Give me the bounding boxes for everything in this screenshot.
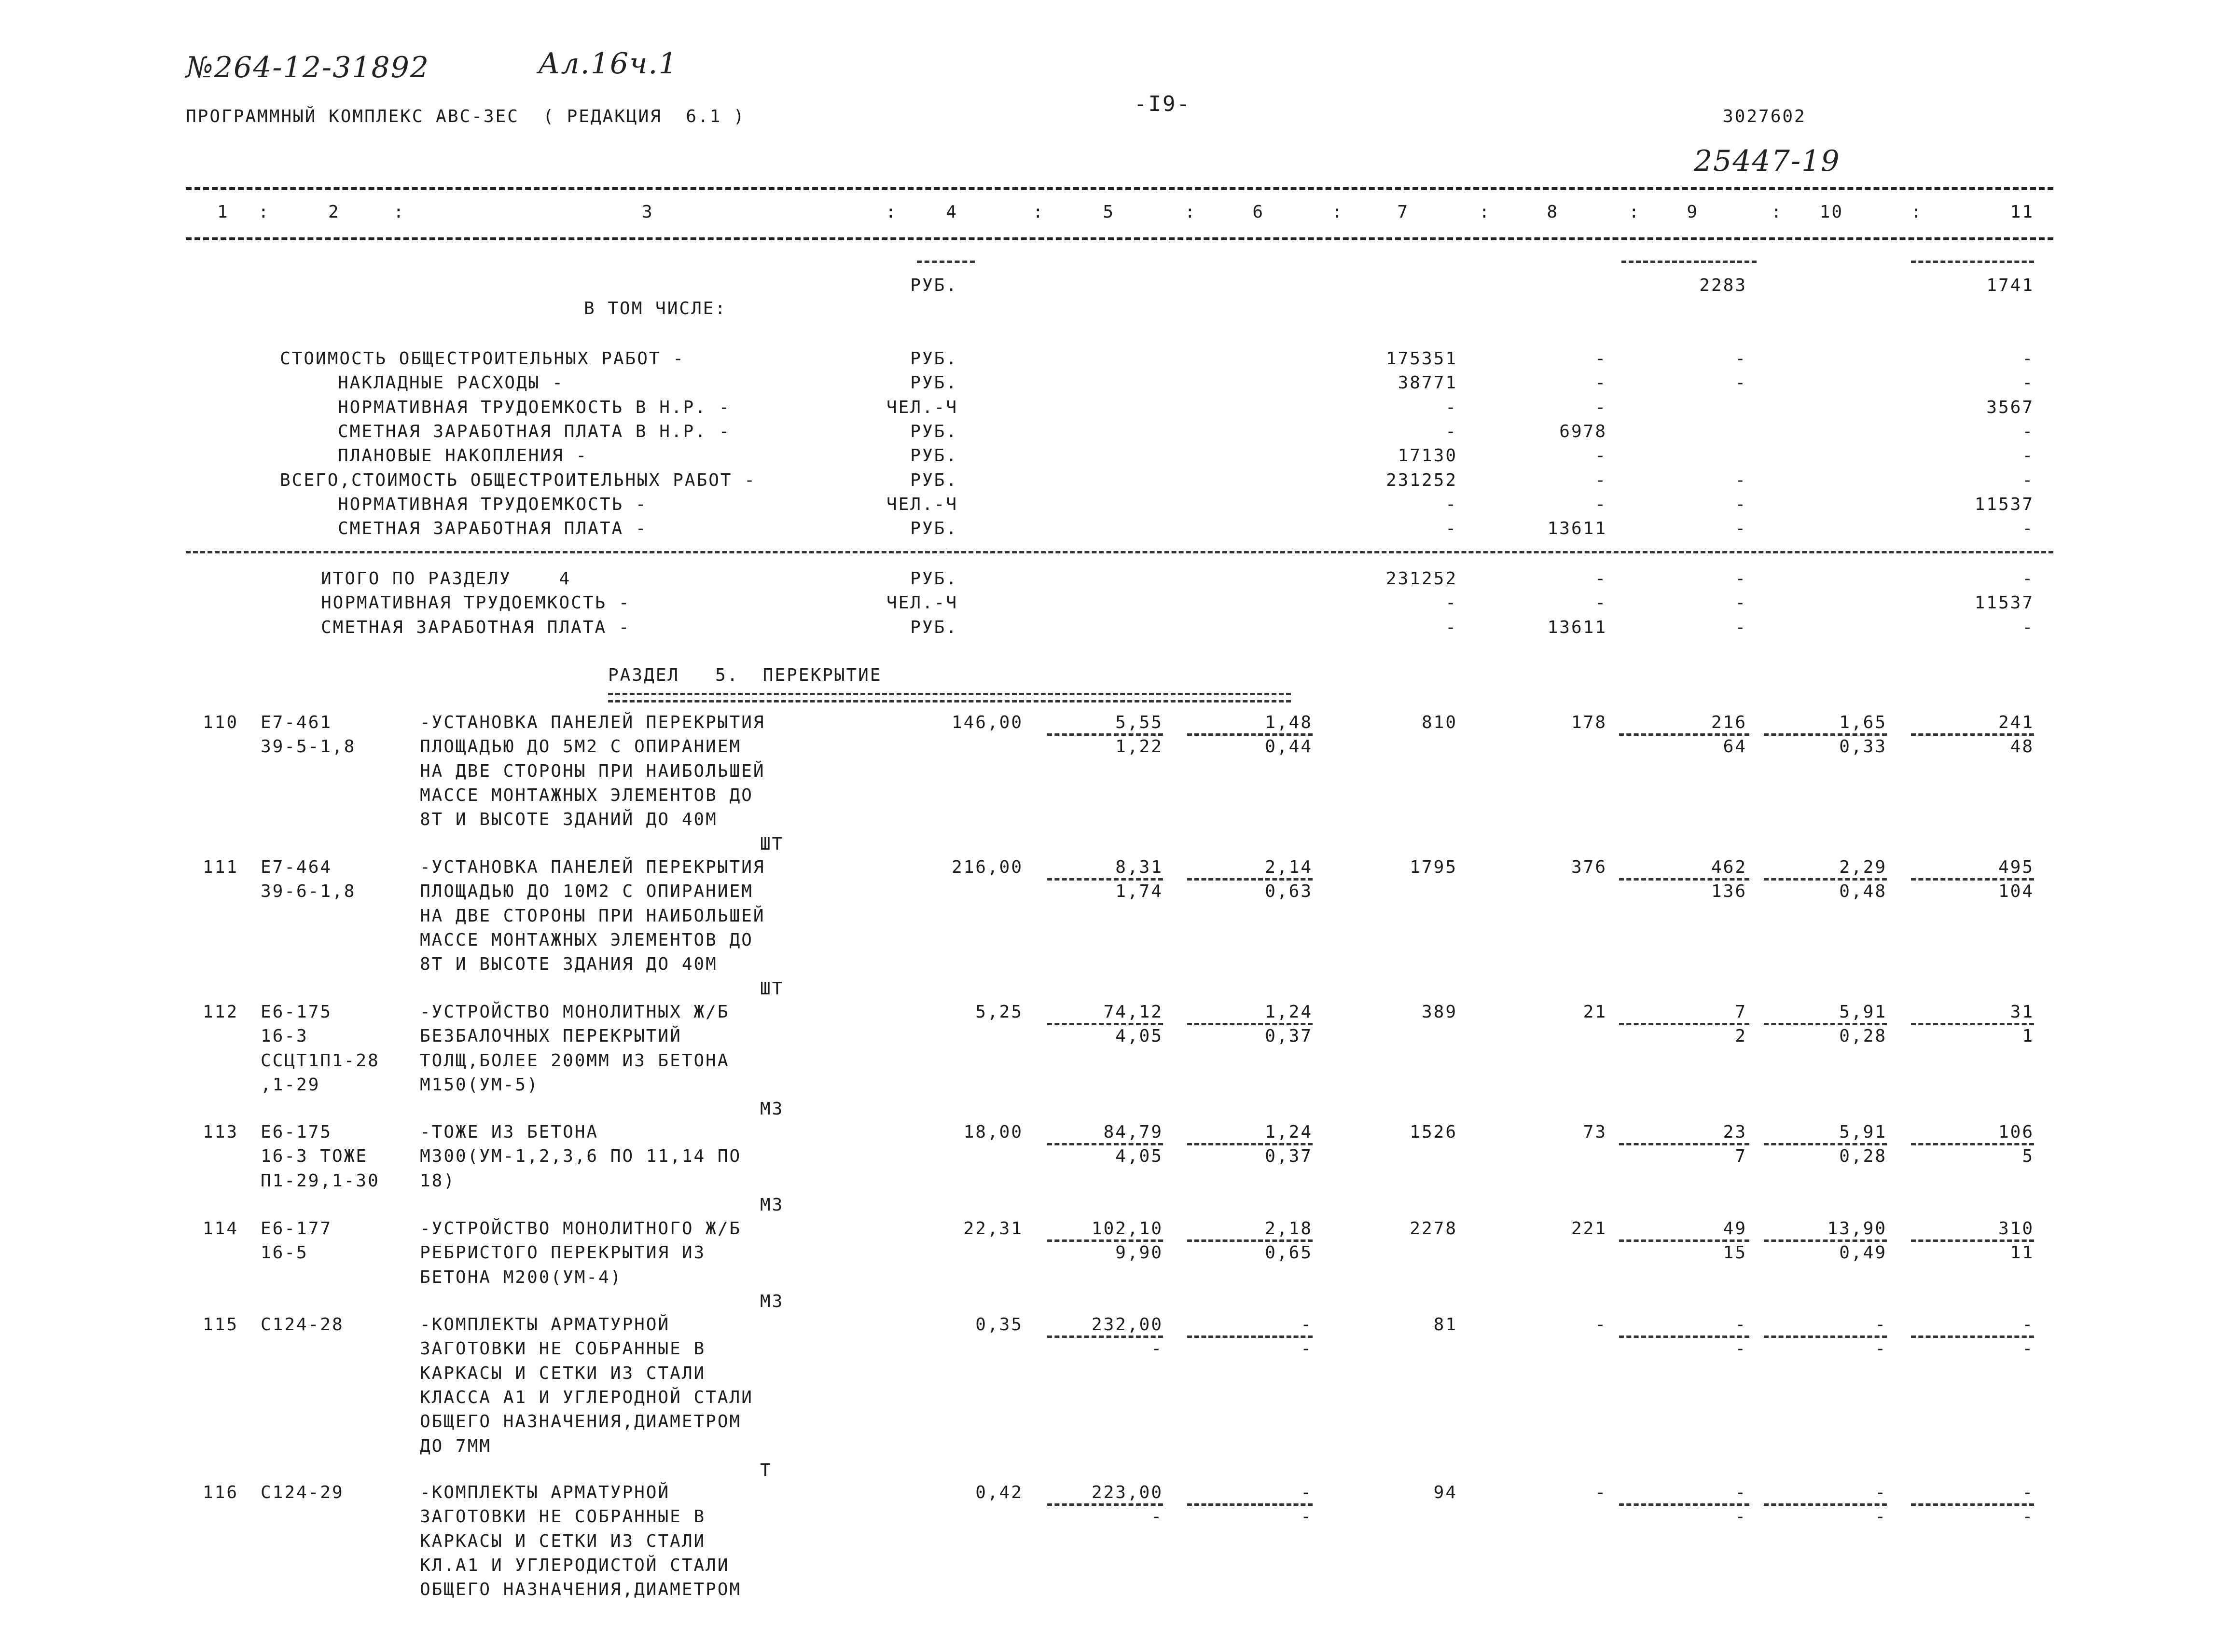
item-col9-labor: 7 <box>1735 1146 1747 1167</box>
item-unit: М3 <box>760 1291 784 1311</box>
header-rule-bottom <box>186 237 2053 240</box>
summary-unit: РУБ. <box>910 349 958 369</box>
summary-unit: РУБ. <box>910 519 958 539</box>
summary-col11: - <box>2022 446 2034 466</box>
summary-label: НОРМАТИВНАЯ ТРУДОЕМКОСТЬ В Н.Р. - <box>338 397 731 417</box>
item-col5: 74,12 <box>1103 1002 1163 1022</box>
item-subtotal-rule <box>1911 1239 2034 1242</box>
item-col11: 241 <box>1998 713 2034 732</box>
section-total-col9: - <box>1735 593 1747 613</box>
item-unit: М3 <box>760 1099 784 1119</box>
item-col9-labor: 64 <box>1723 737 1747 757</box>
item-col5-labor: 9,90 <box>1115 1243 1163 1263</box>
item-col10: 2,29 <box>1839 857 1887 877</box>
summary-unit: РУБ. <box>910 470 958 490</box>
item-col6: 1,24 <box>1265 1122 1313 1142</box>
item-number: 110 <box>203 713 239 732</box>
item-description: ПЛОЩАДЬЮ ДО 10М2 С ОПИРАНИЕМ <box>420 881 753 902</box>
item-col10: 1,65 <box>1839 713 1887 732</box>
item-description: РЕБРИСТОГО ПЕРЕКРЫТИЯ ИЗ <box>420 1243 706 1263</box>
handwritten-album-ref: Ал.16ч.1 <box>538 47 678 81</box>
summary-col11: - <box>2022 421 2034 441</box>
section-total-col9: - <box>1735 569 1747 589</box>
item-col10-labor: 0,28 <box>1839 1146 1887 1167</box>
item-description: 8Т И ВЫСОТЕ ЗДАНИЙ ДО 40М <box>420 810 718 830</box>
column-separator: : <box>1771 202 1783 222</box>
section-total-col11: - <box>2022 617 2034 637</box>
summary-label: ВСЕГО,СТОИМОСТЬ ОБЩЕСТРОИТЕЛЬНЫХ РАБОТ - <box>280 470 756 490</box>
item-col10-labor: 0,48 <box>1839 881 1887 902</box>
item-rate-code: П1-29,1-30 <box>261 1170 380 1191</box>
item-number: 111 <box>203 857 239 877</box>
item-subtotal-rule <box>1764 1335 1887 1338</box>
summary-col9: - <box>1735 373 1747 393</box>
item-description: М300(УМ-1,2,3,6 ПО 11,14 ПО <box>420 1146 742 1167</box>
item-quantity: 0,42 <box>975 1483 1023 1502</box>
column-header-3: 3 <box>642 202 654 222</box>
item-col6: 1,24 <box>1265 1002 1313 1022</box>
section-total-col7: - <box>1445 593 1457 613</box>
section-total-col9: - <box>1735 617 1747 637</box>
item-rate-code: 39-6-1,8 <box>261 881 356 902</box>
item-subtotal-rule <box>1764 1023 1887 1025</box>
item-subtotal-rule <box>1187 1239 1313 1242</box>
item-rate-code: С124-29 <box>261 1483 344 1502</box>
item-unit: М3 <box>760 1195 784 1215</box>
summary-col7: 38771 <box>1398 373 1457 393</box>
item-rate-code: Е7-464 <box>261 857 332 877</box>
item-subtotal-rule <box>1619 733 1749 736</box>
page-number: -I9- <box>1134 92 1191 116</box>
summary-col8: - <box>1595 397 1607 417</box>
item-subtotal-rule <box>1764 1239 1887 1242</box>
item-description: ЗАГОТОВКИ НЕ СОБРАННЫЕ В <box>420 1507 706 1527</box>
item-rate-code: 16-5 <box>261 1243 308 1263</box>
item-col9: - <box>1735 1315 1747 1335</box>
item-quantity: 146,00 <box>951 713 1023 732</box>
section-total-col7: - <box>1445 617 1457 637</box>
item-subtotal-rule <box>1619 1143 1749 1145</box>
section-total-col8: - <box>1595 569 1607 589</box>
item-description: -ТОЖЕ ИЗ БЕТОНА <box>420 1122 599 1142</box>
column-header-9: 9 <box>1687 202 1699 222</box>
section-total-unit: РУБ. <box>910 617 958 637</box>
section-total-col8: - <box>1595 593 1607 613</box>
included-label: В ТОМ ЧИСЛЕ: <box>584 299 727 318</box>
item-subtotal-rule <box>1619 1503 1749 1506</box>
column-header-8: 8 <box>1547 202 1559 222</box>
item-col11-labor: 5 <box>2022 1146 2034 1167</box>
summary-col11: - <box>2022 349 2034 369</box>
item-col11-labor: - <box>2022 1339 2034 1359</box>
summary-unit: РУБ. <box>910 373 958 393</box>
summary-col7: 175351 <box>1385 349 1457 369</box>
summary-col7: 231252 <box>1385 470 1457 490</box>
item-description: БЕЗБАЛОЧНЫХ ПЕРЕКРЫТИЙ <box>420 1026 682 1046</box>
item-subtotal-rule <box>1764 1503 1887 1506</box>
item-col5: 8,31 <box>1115 857 1163 877</box>
item-subtotal-rule <box>1619 1023 1749 1025</box>
summary-col7: 17130 <box>1398 446 1457 466</box>
item-col9-labor: 15 <box>1723 1243 1747 1263</box>
item-col5-labor: 1,22 <box>1115 737 1163 757</box>
item-number: 116 <box>203 1483 239 1502</box>
item-rate-code: Е6-177 <box>261 1219 332 1239</box>
item-description: -КОМПЛЕКТЫ АРМАТУРНОЙ <box>420 1483 670 1502</box>
carry-unit: РУБ. <box>910 275 958 295</box>
item-col10: 5,91 <box>1839 1002 1887 1022</box>
item-quantity: 216,00 <box>951 857 1023 877</box>
summary-col8: 13611 <box>1547 519 1607 539</box>
item-subtotal-rule <box>1047 1023 1163 1025</box>
item-number: 114 <box>203 1219 239 1239</box>
item-col9-labor: - <box>1735 1507 1747 1527</box>
column-separator: : <box>1332 202 1344 222</box>
item-description: КЛАССА А1 И УГЛЕРОДНОЙ СТАЛИ <box>420 1387 753 1407</box>
item-description: М150(УМ-5) <box>420 1074 539 1095</box>
item-col7: 94 <box>1433 1483 1457 1502</box>
item-col5: 102,10 <box>1091 1219 1163 1239</box>
summary-col9: - <box>1735 494 1747 514</box>
summary-col9: - <box>1735 470 1747 490</box>
item-col11-labor: 1 <box>2022 1026 2034 1046</box>
item-rate-code: Е6-175 <box>261 1002 332 1022</box>
handwritten-doc-number: №264-12-31892 <box>186 51 430 84</box>
item-col7: 1795 <box>1410 857 1457 877</box>
column-header-11: 11 <box>2010 202 2034 222</box>
item-quantity: 18,00 <box>963 1122 1023 1142</box>
column-header-2: 2 <box>328 202 340 222</box>
item-col5-labor: - <box>1151 1507 1163 1527</box>
summary-col7: - <box>1445 421 1457 441</box>
summary-label: НОРМАТИВНАЯ ТРУДОЕМКОСТЬ - <box>338 494 648 514</box>
item-col11: 31 <box>2010 1002 2034 1022</box>
column-separator: : <box>1629 202 1641 222</box>
item-rate-code: 16-3 <box>261 1026 308 1046</box>
item-col9-labor: 136 <box>1711 881 1747 902</box>
summary-col11: - <box>2022 470 2034 490</box>
column-separator: : <box>258 202 270 222</box>
item-col5-labor: - <box>1151 1339 1163 1359</box>
item-col11-labor: 48 <box>2010 737 2034 757</box>
carry-underline <box>1911 261 2034 263</box>
item-col11-labor: 104 <box>1998 881 2034 902</box>
column-separator: : <box>1479 202 1491 222</box>
summary-col11: 11537 <box>1974 494 2034 514</box>
summary-col11: - <box>2022 519 2034 539</box>
item-subtotal-rule <box>1187 1503 1313 1506</box>
item-rate-code: ССЦТ1П1-28 <box>261 1050 380 1071</box>
document-code: 3027602 <box>1723 107 1806 126</box>
section-total-col7: 231252 <box>1385 569 1457 589</box>
item-quantity: 5,25 <box>975 1002 1023 1022</box>
section-total-unit: ЧЕЛ.-Ч <box>886 593 958 613</box>
item-subtotal-rule <box>1187 1023 1313 1025</box>
item-subtotal-rule <box>1764 733 1887 736</box>
item-description: БЕТОНА М200(УМ-4) <box>420 1267 623 1287</box>
item-subtotal-rule <box>1047 1239 1163 1242</box>
section-total-col8: 13611 <box>1547 617 1607 637</box>
item-col5-labor: 4,05 <box>1115 1146 1163 1167</box>
item-subtotal-rule <box>1911 733 2034 736</box>
item-col9: - <box>1735 1483 1747 1502</box>
item-col8: - <box>1595 1315 1607 1335</box>
item-col8: - <box>1595 1483 1607 1502</box>
column-separator: : <box>1911 202 1923 222</box>
item-description: КЛ.А1 И УГЛЕРОДИСТОЙ СТАЛИ <box>420 1555 730 1575</box>
column-separator: : <box>1033 202 1045 222</box>
item-col10: 13,90 <box>1827 1219 1887 1239</box>
item-col6-labor: - <box>1301 1507 1313 1527</box>
item-description: НА ДВЕ СТОРОНЫ ПРИ НАИБОЛЬШЕЙ <box>420 906 765 926</box>
section-total-col11: 11537 <box>1974 593 2034 613</box>
column-separator: : <box>1185 202 1197 222</box>
summary-col9: - <box>1735 519 1747 539</box>
section-total-col11: - <box>2022 569 2034 589</box>
item-col10-labor: - <box>1875 1339 1887 1359</box>
item-col5: 84,79 <box>1103 1122 1163 1142</box>
item-subtotal-rule <box>1619 1335 1749 1338</box>
handwritten-sheet-number: 25447-19 <box>1694 144 1841 178</box>
column-header-5: 5 <box>1103 202 1115 222</box>
item-description: -УСТРОЙСТВО МОНОЛИТНОГО Ж/Б <box>420 1219 742 1239</box>
item-col5-labor: 1,74 <box>1115 881 1163 902</box>
section-title: РАЗДЕЛ 5. ПЕРЕКРЫТИЕ <box>608 665 882 685</box>
item-subtotal-rule <box>1047 733 1163 736</box>
item-subtotal-rule <box>1911 1023 2034 1025</box>
item-col7: 1526 <box>1410 1122 1457 1142</box>
item-unit: Т <box>760 1460 772 1480</box>
item-col10: - <box>1875 1315 1887 1335</box>
item-col8: 376 <box>1571 857 1607 877</box>
item-col11: 310 <box>1998 1219 2034 1239</box>
item-col5: 232,00 <box>1091 1315 1163 1335</box>
summary-unit: ЧЕЛ.-Ч <box>886 397 958 417</box>
summary-col7: - <box>1445 494 1457 514</box>
item-col5: 5,55 <box>1115 713 1163 732</box>
item-subtotal-rule <box>1911 1143 2034 1145</box>
summary-col8: - <box>1595 349 1607 369</box>
item-subtotal-rule <box>1619 1239 1749 1242</box>
item-col6: 2,14 <box>1265 857 1313 877</box>
item-subtotal-rule <box>1047 1335 1163 1338</box>
header-rule-top <box>186 187 2053 190</box>
item-subtotal-rule <box>1187 1335 1313 1338</box>
column-separator: : <box>393 202 405 222</box>
summary-col7: - <box>1445 397 1457 417</box>
summary-label: СМЕТНАЯ ЗАРАБОТНАЯ ПЛАТА - <box>338 519 648 539</box>
summary-label: СМЕТНАЯ ЗАРАБОТНАЯ ПЛАТА В Н.Р. - <box>338 421 731 441</box>
item-col7: 389 <box>1421 1002 1457 1022</box>
item-description: 18) <box>420 1170 456 1191</box>
item-rate-code: Е6-175 <box>261 1122 332 1142</box>
summary-unit: РУБ. <box>910 446 958 466</box>
item-col6-labor: 0,44 <box>1265 737 1313 757</box>
item-unit: ШТ <box>760 978 784 999</box>
item-description: -КОМПЛЕКТЫ АРМАТУРНОЙ <box>420 1315 670 1335</box>
item-col10: - <box>1875 1483 1887 1502</box>
item-unit: ШТ <box>760 834 784 854</box>
item-subtotal-rule <box>1187 878 1313 881</box>
item-col7: 810 <box>1421 713 1457 732</box>
item-rate-code: ,1-29 <box>261 1074 320 1095</box>
section-total-label: ИТОГО ПО РАЗДЕЛУ 4 <box>321 569 571 589</box>
column-header-1: 1 <box>217 202 229 222</box>
item-col11: - <box>2022 1483 2034 1502</box>
summary-col11: - <box>2022 373 2034 393</box>
item-col10-labor: 0,49 <box>1839 1243 1887 1263</box>
item-col9: 7 <box>1735 1002 1747 1022</box>
item-subtotal-rule <box>1187 1143 1313 1145</box>
item-subtotal-rule <box>1619 878 1749 881</box>
item-col11: 106 <box>1998 1122 2034 1142</box>
item-description: ТОЛЩ,БОЛЕЕ 200ММ ИЗ БЕТОНА <box>420 1050 730 1071</box>
item-description: НА ДВЕ СТОРОНЫ ПРИ НАИБОЛЬШЕЙ <box>420 761 765 781</box>
item-col9: 216 <box>1711 713 1747 732</box>
item-description: 8Т И ВЫСОТЕ ЗДАНИЯ ДО 40М <box>420 954 718 975</box>
item-subtotal-rule <box>1047 1143 1163 1145</box>
summary-label: ПЛАНОВЫЕ НАКОПЛЕНИЯ - <box>338 446 588 466</box>
item-description: МАССЕ МОНТАЖНЫХ ЭЛЕМЕНТОВ ДО <box>420 785 753 805</box>
item-col6-labor: 0,63 <box>1265 881 1313 902</box>
item-col6: 1,48 <box>1265 713 1313 732</box>
item-subtotal-rule <box>1911 878 2034 881</box>
summary-col8: - <box>1595 494 1607 514</box>
item-col10-labor: 0,28 <box>1839 1026 1887 1046</box>
summary-col8: 6978 <box>1559 421 1607 441</box>
item-col11-labor: - <box>2022 1507 2034 1527</box>
column-separator: : <box>886 202 898 222</box>
item-description: КАРКАСЫ И СЕТКИ ИЗ СТАЛИ <box>420 1531 706 1551</box>
section-total-label: СМЕТНАЯ ЗАРАБОТНАЯ ПЛАТА - <box>321 617 631 637</box>
carry-underline <box>1621 261 1757 263</box>
item-rate-code: 16-3 ТОЖЕ <box>261 1146 368 1167</box>
item-col9-labor: - <box>1735 1339 1747 1359</box>
item-number: 113 <box>203 1122 239 1142</box>
item-col10-labor: - <box>1875 1507 1887 1527</box>
summary-label: СТОИМОСТЬ ОБЩЕСТРОИТЕЛЬНЫХ РАБОТ - <box>280 349 685 369</box>
item-col7: 2278 <box>1410 1219 1457 1239</box>
carry-col9: 2283 <box>1699 275 1747 295</box>
item-description: КАРКАСЫ И СЕТКИ ИЗ СТАЛИ <box>420 1363 706 1383</box>
item-description: ОБЩЕГО НАЗНАЧЕНИЯ,ДИАМЕТРОМ <box>420 1412 742 1432</box>
item-col5: 223,00 <box>1091 1483 1163 1502</box>
item-description: -УСТАНОВКА ПАНЕЛЕЙ ПЕРЕКРЫТИЯ <box>420 713 765 732</box>
item-col9-labor: 2 <box>1735 1026 1747 1046</box>
item-col5-labor: 4,05 <box>1115 1026 1163 1046</box>
section-total-label: НОРМАТИВНАЯ ТРУДОЕМКОСТЬ - <box>321 593 631 613</box>
item-description: ЗАГОТОВКИ НЕ СОБРАННЫЕ В <box>420 1339 706 1359</box>
item-description: МАССЕ МОНТАЖНЫХ ЭЛЕМЕНТОВ ДО <box>420 930 753 950</box>
item-col8: 221 <box>1571 1219 1607 1239</box>
item-col9: 462 <box>1711 857 1747 877</box>
item-description: ПЛОЩАДЬЮ ДО 5М2 С ОПИРАНИЕМ <box>420 737 742 757</box>
summary-col7: - <box>1445 519 1457 539</box>
item-col8: 21 <box>1583 1002 1607 1022</box>
summary-col8: - <box>1595 373 1607 393</box>
section-total-unit: РУБ. <box>910 569 958 589</box>
summary-unit: ЧЕЛ.-Ч <box>886 494 958 514</box>
item-col9: 23 <box>1723 1122 1747 1142</box>
item-quantity: 22,31 <box>963 1219 1023 1239</box>
item-description: ДО 7ММ <box>420 1436 492 1456</box>
item-subtotal-rule <box>1187 733 1313 736</box>
summary-rule <box>186 551 2053 553</box>
carry-col11: 1741 <box>1986 275 2034 295</box>
summary-col8: - <box>1595 446 1607 466</box>
summary-unit: РУБ. <box>910 421 958 441</box>
column-header-4: 4 <box>946 202 958 222</box>
summary-col9: - <box>1735 349 1747 369</box>
item-col11: - <box>2022 1315 2034 1335</box>
item-col6-labor: - <box>1301 1339 1313 1359</box>
item-col8: 178 <box>1571 713 1607 732</box>
item-number: 112 <box>203 1002 239 1022</box>
summary-col8: - <box>1595 470 1607 490</box>
item-col6-labor: 0,37 <box>1265 1146 1313 1167</box>
item-rate-code: 39-5-1,8 <box>261 737 356 757</box>
item-quantity: 0,35 <box>975 1315 1023 1335</box>
item-subtotal-rule <box>1764 878 1887 881</box>
item-subtotal-rule <box>1047 1503 1163 1506</box>
item-col6: 2,18 <box>1265 1219 1313 1239</box>
column-header-10: 10 <box>1819 202 1843 222</box>
item-col10: 5,91 <box>1839 1122 1887 1142</box>
item-number: 115 <box>203 1315 239 1335</box>
item-subtotal-rule <box>1911 1335 2034 1338</box>
item-col6-labor: 0,65 <box>1265 1243 1313 1263</box>
item-description: -УСТРОЙСТВО МОНОЛИТНЫХ Ж/Б <box>420 1002 730 1022</box>
column-header-7: 7 <box>1397 202 1409 222</box>
item-description: ОБЩЕГО НАЗНАЧЕНИЯ,ДИАМЕТРОМ <box>420 1580 742 1600</box>
item-col9: 49 <box>1723 1219 1747 1239</box>
item-col7: 81 <box>1433 1315 1457 1335</box>
item-rate-code: Е7-461 <box>261 713 332 732</box>
item-col10-labor: 0,33 <box>1839 737 1887 757</box>
column-header-6: 6 <box>1252 202 1264 222</box>
summary-label: НАКЛАДНЫЕ РАСХОДЫ - <box>338 373 564 393</box>
item-col11-labor: 11 <box>2010 1243 2034 1263</box>
item-subtotal-rule <box>1764 1143 1887 1145</box>
item-subtotal-rule <box>1047 878 1163 881</box>
item-col11: 495 <box>1998 857 2034 877</box>
summary-col11: 3567 <box>1986 397 2034 417</box>
item-col6-labor: 0,37 <box>1265 1026 1313 1046</box>
carry-underline <box>917 261 975 263</box>
section-title-underline <box>608 693 1291 702</box>
item-subtotal-rule <box>1911 1503 2034 1506</box>
item-col8: 73 <box>1583 1122 1607 1142</box>
item-col6: - <box>1301 1315 1313 1335</box>
program-header: ПРОГРАММНЫЙ КОМПЛЕКС АВС-3ЕС ( РЕДАКЦИЯ 6.1 ) <box>186 107 746 126</box>
item-col6: - <box>1301 1483 1313 1502</box>
item-description: -УСТАНОВКА ПАНЕЛЕЙ ПЕРЕКРЫТИЯ <box>420 857 765 877</box>
item-rate-code: С124-28 <box>261 1315 344 1335</box>
